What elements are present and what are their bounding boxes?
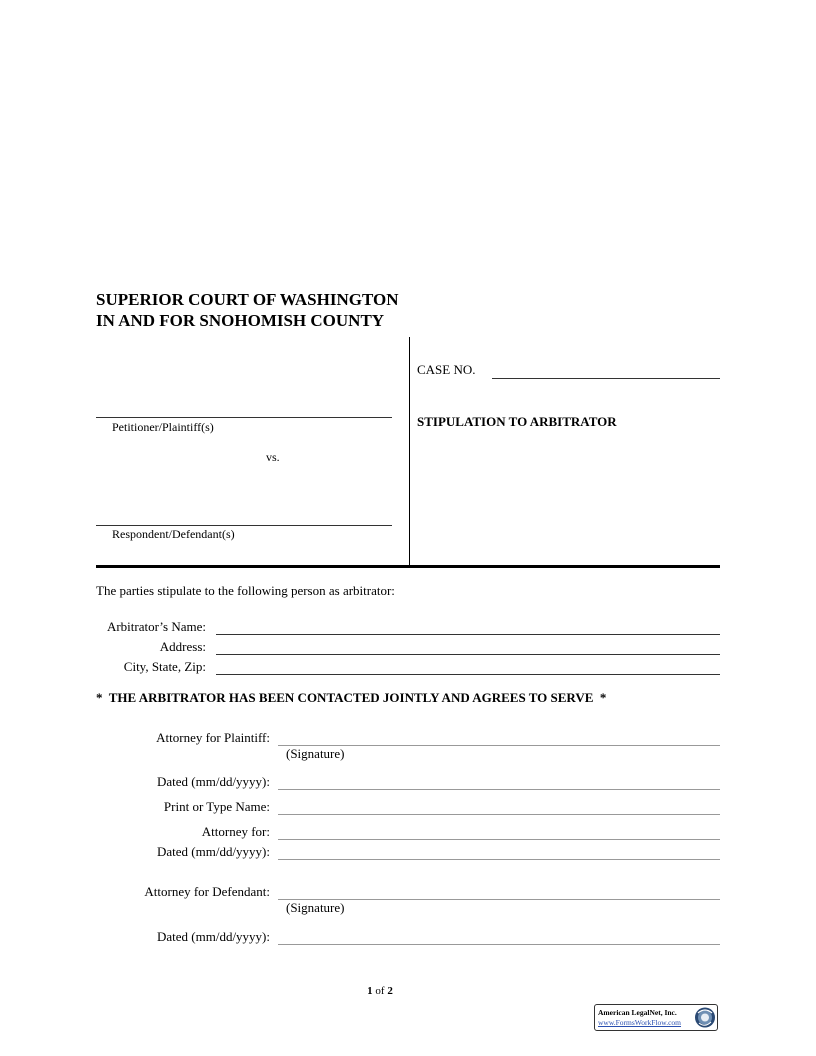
attorney-plaintiff-signature-input[interactable] [278,731,720,746]
address-label: Address: [159,639,206,654]
attorney-for-label: Attorney for: [201,824,270,839]
petitioner-label: Petitioner/Plaintiff(s) [112,420,214,434]
document-title: STIPULATION TO ARBITRATOR [417,414,617,429]
page-number [0,984,760,998]
plaintiff-signature-caption: (Signature) [286,746,345,761]
city-state-zip-label: City, State, Zip: [123,659,206,674]
globe-logo-icon [694,1006,716,1029]
page-current: 1 [367,985,373,997]
caption-divider [409,337,410,565]
publisher-website-link[interactable]: www.FormsWorkFlow.com [598,1018,682,1027]
page-of: of [375,985,385,997]
publisher-logo [594,1004,718,1031]
arbitrator-agreement-notice: * THE ARBITRATOR HAS BEEN CONTACTED JOINTLY AND AGREES TO SERVE * [96,690,607,705]
defendant-dated-input[interactable] [278,930,720,945]
address-input[interactable] [216,640,720,655]
attorney-defendant-label: Attorney for Defendant: [144,884,270,899]
arbitrator-name-input[interactable] [216,620,720,635]
court-name: SUPERIOR COURT OF WASHINGTON [96,290,399,309]
city-state-zip-input[interactable] [216,660,720,675]
respondent-input[interactable] [96,511,392,526]
page-total: 2 [387,985,393,997]
plaintiff-dated-input[interactable] [278,775,720,790]
court-county: IN AND FOR SNOHOMISH COUNTY [96,311,385,330]
petitioner-input[interactable] [96,403,392,418]
attorney-plaintiff-label: Attorney for Plaintiff: [156,730,270,745]
attorney-for-input[interactable] [278,825,720,840]
defendant-dated-label: Dated (mm/dd/yyyy): [156,929,270,944]
defendant-signature-caption: (Signature) [286,900,345,915]
attorney-defendant-signature-input[interactable] [278,885,720,900]
attorney-for-dated-input[interactable] [278,845,720,860]
print-name-label: Print or Type Name: [163,799,270,814]
case-number-label: CASE NO. [417,362,476,377]
respondent-label: Respondent/Defendant(s) [112,527,235,541]
case-number-input[interactable] [492,364,720,379]
versus-label: vs. [266,450,280,464]
stipulation-intro: The parties stipulate to the following person as arbitrator: [96,583,395,598]
print-name-input[interactable] [278,800,720,815]
plaintiff-dated-label: Dated (mm/dd/yyyy): [156,774,270,789]
arbitrator-name-label: Arbitrator’s Name: [106,619,206,634]
attorney-for-dated-label: Dated (mm/dd/yyyy): [156,844,270,859]
publisher-name: American LegalNet, Inc. [598,1008,677,1017]
caption-bottom-rule [96,565,720,568]
